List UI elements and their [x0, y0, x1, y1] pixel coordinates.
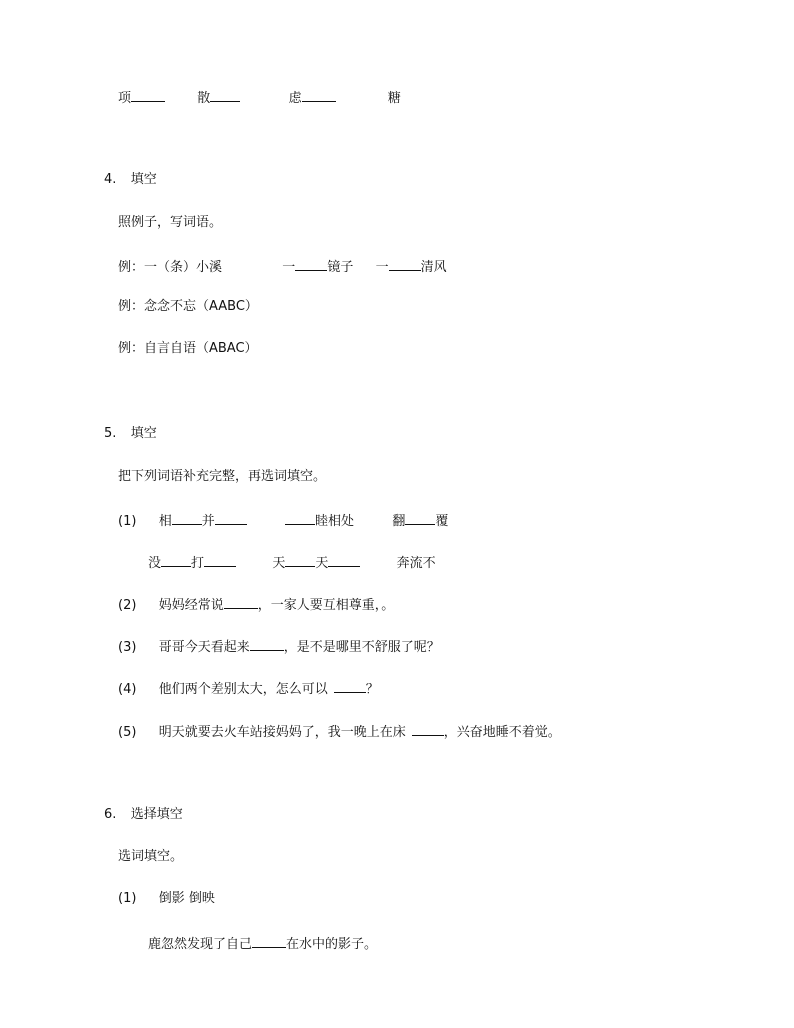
q4-example-1	[118, 257, 447, 276]
q5-s5-label: (5)	[118, 725, 137, 740]
blank[interactable]	[302, 88, 336, 102]
blank[interactable]	[285, 511, 315, 525]
q5-instruction: 把下列词语补充完整，再选词填空。	[118, 469, 327, 484]
word: 并	[201, 514, 215, 529]
blank[interactable]	[161, 553, 191, 567]
word: 天	[272, 556, 286, 571]
blank[interactable]	[334, 679, 366, 693]
sentence-post: ，兴奋地睡不着觉。	[443, 725, 561, 740]
q4-ex1-a-tail: 镜子	[327, 260, 354, 275]
sentence-pre: 哥哥今天看起来	[158, 640, 250, 655]
blank[interactable]	[172, 511, 202, 525]
q5-s3-label: (3)	[118, 640, 137, 655]
word: 没	[148, 556, 162, 571]
q5-sub-1-row-2	[148, 553, 436, 572]
char-2: 散	[197, 91, 211, 106]
blank[interactable]	[131, 88, 165, 102]
q5-s1-label: (1)	[118, 514, 137, 529]
q4-heading	[104, 172, 157, 188]
word: 翻	[392, 514, 406, 529]
q4-example-3: 例：自言自语（ABAC）	[118, 341, 258, 356]
char-3: 虑	[288, 91, 302, 106]
q6-heading	[104, 807, 183, 823]
blank[interactable]	[252, 934, 286, 948]
q4-number: 4.	[104, 172, 117, 187]
blank[interactable]	[204, 553, 236, 567]
word: 相	[158, 514, 172, 529]
q4-ex1-b-tail: 清风	[420, 260, 447, 275]
word: 睦相处	[315, 514, 355, 529]
char-1: 项	[118, 91, 132, 106]
sentence-pre: 他们两个差别太大，怎么可以	[158, 682, 328, 697]
q6-sentence	[148, 934, 377, 953]
q5-sub-4	[118, 679, 379, 698]
q6-title: 选择填空	[130, 807, 183, 822]
q5-sub-1	[118, 511, 448, 530]
q4-ex1-a: 一	[282, 260, 296, 275]
q5-s2-label: (2)	[118, 598, 137, 613]
q6-s1-label: (1)	[118, 891, 137, 906]
sentence-pre: 鹿忽然发现了自己	[148, 937, 253, 952]
word: 覆	[435, 514, 449, 529]
q4-example-2: 例：念念不忘（AABC）	[118, 299, 258, 314]
sentence-post: 在水中的影子。	[286, 937, 378, 952]
q4-title: 填空	[130, 172, 157, 187]
sentence-post: ，一家人要互相尊重，。	[257, 598, 395, 613]
sentence-post: ？	[365, 682, 379, 697]
sentence-pre: 明天就要去火车站接妈妈了，我一晚上在床	[158, 725, 406, 740]
blank[interactable]	[389, 257, 421, 271]
blank[interactable]	[405, 511, 435, 525]
top-word-row	[118, 88, 401, 107]
q6-sub-1	[118, 891, 215, 907]
blank[interactable]	[328, 553, 360, 567]
q5-sub-3	[118, 637, 440, 656]
sentence-post: ，是不是哪里不舒服了呢？	[283, 640, 440, 655]
word: 奔流不	[396, 556, 436, 571]
q6-number: 6.	[104, 807, 117, 822]
blank[interactable]	[224, 595, 258, 609]
q5-s4-label: (4)	[118, 682, 137, 697]
sentence-pre: 妈妈经常说	[158, 598, 224, 613]
blank[interactable]	[210, 88, 240, 102]
blank[interactable]	[215, 511, 247, 525]
q5-sub-2	[118, 595, 394, 614]
q6-instruction: 选词填空。	[118, 849, 184, 864]
q4-ex1-b: 一	[375, 260, 389, 275]
word: 天	[315, 556, 329, 571]
q5-sub-5	[118, 722, 561, 741]
q5-title: 填空	[130, 426, 157, 441]
q4-ex1-prefix: 例：一（条）小溪	[118, 260, 223, 275]
blank[interactable]	[285, 553, 315, 567]
word-options: 倒影 倒映	[158, 891, 215, 906]
q5-number: 5.	[104, 426, 117, 441]
blank[interactable]	[250, 637, 284, 651]
q4-instruction: 照例子，写词语。	[118, 215, 223, 230]
char-4: 糖	[387, 91, 401, 106]
q5-heading	[104, 426, 157, 442]
word: 打	[191, 556, 205, 571]
blank[interactable]	[412, 722, 444, 736]
blank[interactable]	[295, 257, 327, 271]
